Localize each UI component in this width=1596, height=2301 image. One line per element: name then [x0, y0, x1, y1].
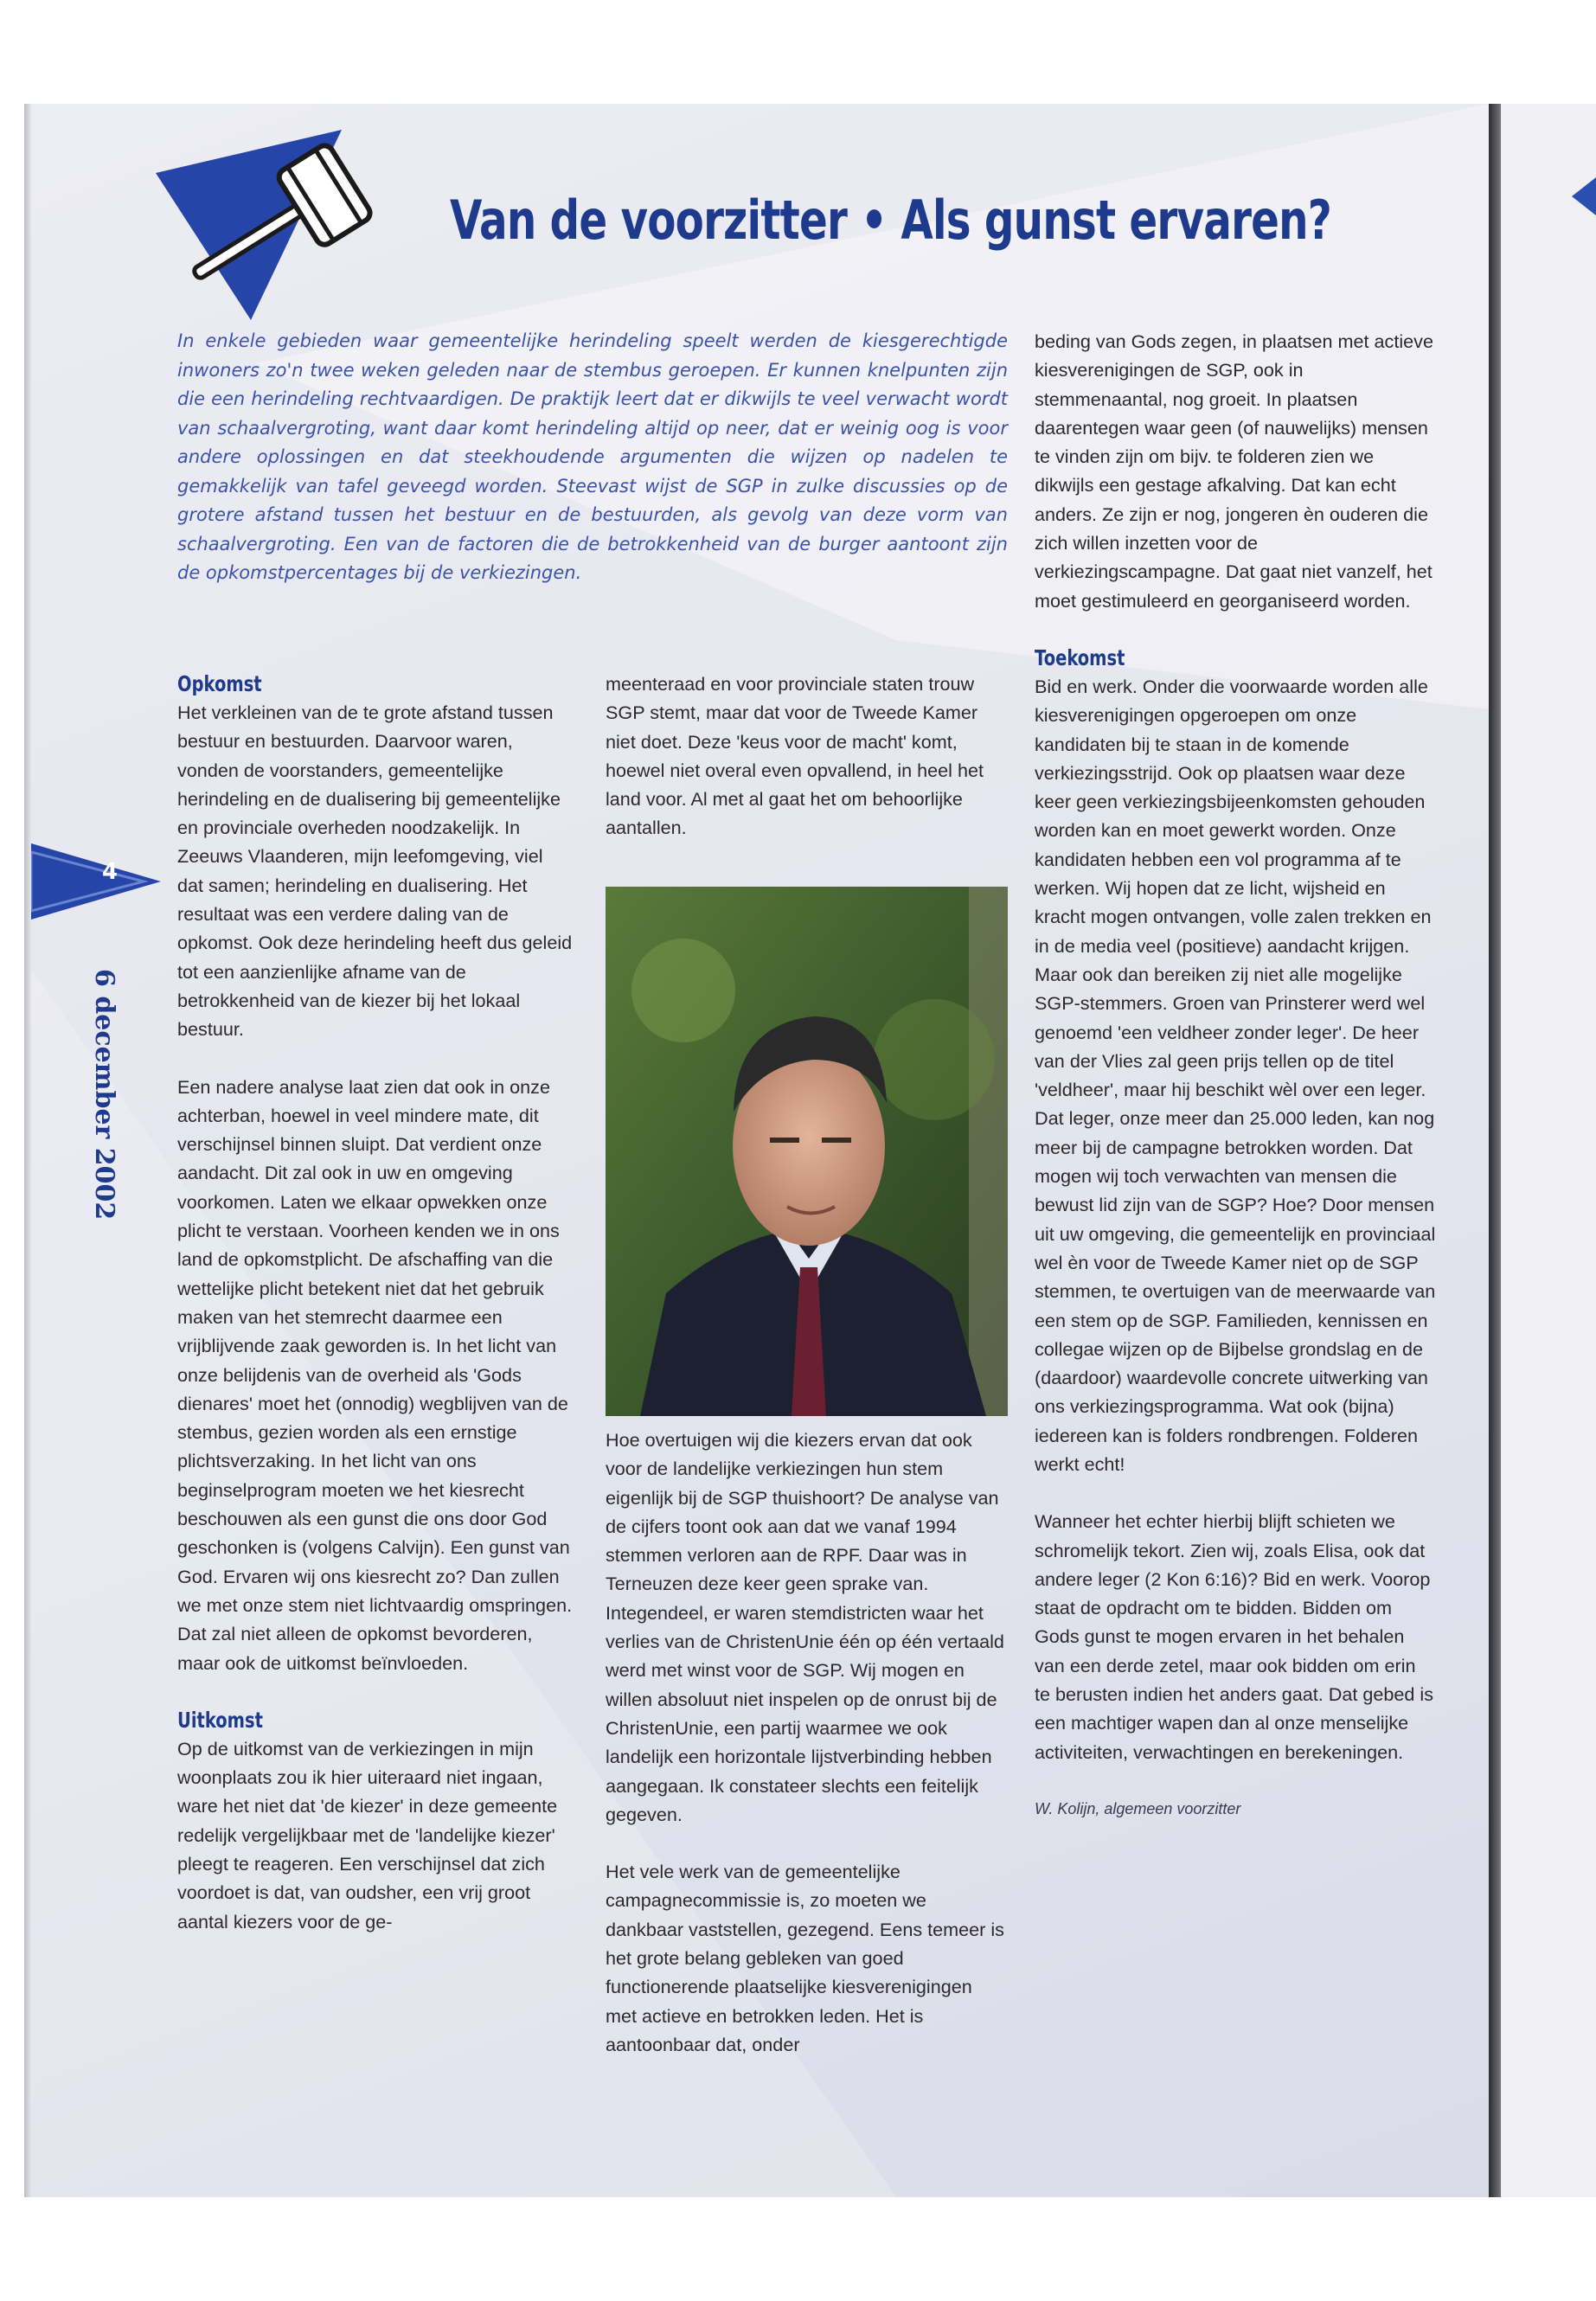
intro-paragraph: In enkele gebieden waar gemeentelijke herindeling speelt werden de kiesgerechtigde inwoners zo'n twee weken geleden naar de stembus geroepen. Er kunnen knelpunten zijn die een herindeling rechtvaardigen. De praktijk leert dat er dikwijls te veel verwacht wordt van schaalvergroting, want daar komt herindeling altijd op neer, dat er weinig oog is voor andere oplossingen en dat steekhoudende argumenten die wijzen op nadelen te gemakkelijk van tafel geveegd worden. Steevast wijst de SGP in zulke discussies op de grotere afstand tussen het bestuur en de bestuurden, als gevolg van deze vorm van schaalvergroting. Een van de factoren die de betrokkenheid van de burger aantoont zijn de opkomstpercentages bij de verkiezingen.: [177, 330, 1008, 583]
next-page-sliver: [1501, 104, 1596, 2197]
page-number-tab: [31, 843, 161, 920]
heading-uitkomst: Uitkomst: [177, 1707, 263, 1733]
paragraph: Hoe overtuigen wij die kiezers ervan dat ook voor de landelijke verkiezingen hun stem eigenlijk bij de SGP thuishoort? De analyse van de cijfers toont ook aan dat we vanaf 1994 stemmen verloren aan de RPF. Daar was in Terneuzen deze keer geen sprake van. Integendeel, er waren stemdistricten waar het verlies van de ChristenUnie één op één vertaald werd met winst voor de SGP. Wij mogen en willen absoluut niet inspelen op de onrust bij de ChristenUnie, een partij waarmee we ook landelijk een horizontale lijstverbinding hebben aangegaan. Ik constateer slechts een feitelijk gegeven.: [606, 1429, 1004, 1825]
column-3: [1035, 327, 1436, 1852]
heading-opkomst: Opkomst: [177, 671, 262, 696]
paragraph: Op de uitkomst van de verkiezingen in mijn woonplaats zou ik hier uiteraard niet ingaan, ware het niet dat 'de kiezer' in deze gemeente redelijk vergelijkbaar met de 'landelijke kiezer' pleegt te reageren. Een verschijnsel dat zich voordoet is dat, van oudsher, een vrij groot aantal kiezers voor de ge-: [177, 1737, 558, 1932]
paragraph: meenteraad en voor provinciale staten trouw SGP stemt, maar dat voor de Tweede Kamer niet doet. Deze 'keus voor de macht' komt, hoewel niet overal even opvallend, in heel het land voor. Al met al gaat het om behoorlijke aantallen.: [606, 673, 984, 839]
page-number: 4: [102, 859, 119, 885]
column-2-continued: [606, 1426, 1008, 2087]
page-binding-edge: [1489, 104, 1501, 2197]
paragraph: Wanneer het echter hierbij blijft schieten we schromelijk tekort. Zien wij, zoals Elisa, ook dat andere leger (2 Kon 6:16)? Bid en werk. Voorop staat de opdracht om te bidden. Bidden om Gods gunst te mogen ervaren in het behalen van een derde zetel, maar ook bidden om erin te berusten indien het anders gaat. Dat gebed is een machtiger wapen dan al onze menselijke activiteiten, verwachtingen en berekeningen.: [1035, 1510, 1433, 1763]
issue-date-vertical: 6 december 2002: [89, 969, 119, 1221]
paragraph: Een nadere analyse laat zien dat ook in onze achterban, hoewel in veel mindere mate, dit verschijnsel binnen sluipt. Dat verdient onze aandacht. Dit zal ook in uw en omgeving voorkomen. Laten we elkaar opwekken onze plicht te verstaan. Voorheen kenden we in ons land de opkomstplicht. De afschaffing van die wettelijke plicht betekent niet dat het gebruik maken van het stemrecht daarmee een vrijblijvende zaak geworden is. In het licht van onze belijdenis van de overheid als 'Gods dienares' moet het (onnodig) wegblijven van de stembus, gezien worden als een ernstige plichtsverzaking. In het licht van ons beginselprogram moeten we het kiesrecht beschouwen als een gunst die ons door God geschonken is (volgens Calvijn). Een gunst van God. Ervaren wij ons kiesrecht zo? Dan zullen we met onze stem niet lichtvaardig omspringen. Dat zal niet alleen de opkomst bevorderen, maar ook de uitkomst beïnvloeden.: [177, 1075, 573, 1674]
paragraph: Bid en werk. Onder die voorwaarde worden alle kiesverenigingen opgeroepen om onze kandidaten bij te staan in de komende verkiezingsstrijd. Ook op plaatsen waar deze keer geen verkiezingsbijeenkomsten gehouden worden kan en moet gewerkt worden. Onze kandidaten hebben een vol programma af te werken. Wij hopen dat ze licht, wijsheid en kracht mogen ontvangen, volle zalen trekken en in de media veel (positieve) aandacht krijgen. Maar ook dan bereiken zij niet alle mogelijke SGP-stemmers. Groen van Prinsterer werd wel genoemd 'een veldheer zonder leger'. De heer van der Vlies zal geen prijs tellen op de titel 'veldheer', maar hij beschikt wèl over een leger. Dat leger, onze meer dan 25.000 leden, kan nog meer bij de campagne betrokken worden. Dat mogen wij toch verwachten van mensen die bewust lid zijn van de SGP? Hoe? Door mensen uit uw omgeving, die gemeentelijk en provinciaal wel èn voor de Tweede Kamer niet op de SGP stemmen, te overtuigen van de meerwaarde van een stem op de SGP. Familieden, kennissen en collegae wijzen op de Bijbelse grondslag en de (daardoor) waardevolle concrete uitwerking van ons verkiezingsprogramma. Wat ook (bijna) iedereen kan is folders rondbrengen. Folderen werkt echt!: [1035, 675, 1436, 1475]
paragraph: Het vele werk van de gemeentelijke campagnecommissie is, zo moeten we dankbaar vaststellen, gezegend. Eens temeer is het grote belang gebleken van goed functionerende plaatselijke kiesverenigingen met actieve en betrokken leden. Het is aantoonbaar dat, onder: [606, 1861, 1004, 2055]
heading-toekomst: Toekomst: [1035, 644, 1125, 670]
next-page-triangle-icon: [1572, 177, 1596, 215]
portrait-photo: [606, 887, 1008, 1416]
gavel-triangle-logo: [156, 121, 398, 320]
page-left-edge: [24, 104, 31, 2197]
page-title: Van de voorzitter • Als gunst ervaren?: [450, 189, 1332, 252]
column-1: [177, 670, 574, 1965]
author-signature: W. Kolijn, algemeen voorzitter: [1035, 1799, 1241, 1817]
paragraph: Het verkleinen van de te grote afstand tussen bestuur en bestuurden. Daarvoor waren, vonden de voorstanders, gemeentelijke herindeling en de dualisering bij gemeentelijke en provinciale overheden noodzakelijk. In Zeeuws Vlaanderen, mijn leefomgeving, viel dat samen; herindeling en dualisering. Het resultaat was een verdere daling van de opkomst. Ook deze herindeling heeft dus geleid tot een aanzienlijke afname van de betrokkenheid van de kiezer bij het lokaal bestuur.: [177, 702, 573, 1041]
paragraph: beding van Gods zegen, in plaatsen met actieve kiesverenigingen de SGP, ook in stemmenaantal, nog groeit. In plaatsen daarentegen waar geen (of nauwelijks) mensen te vinden zijn om bijv. te folderen zien we dikwijls een gestage afkalving. Dat kan echt anders. Ze zijn er nog, jongeren èn ouderen die zich willen inzetten voor de verkiezingscampagne. Dat gaat niet vanzelf, het moet gestimuleerd en georganiseerd worden.: [1035, 330, 1433, 612]
column-2: [606, 670, 1008, 871]
